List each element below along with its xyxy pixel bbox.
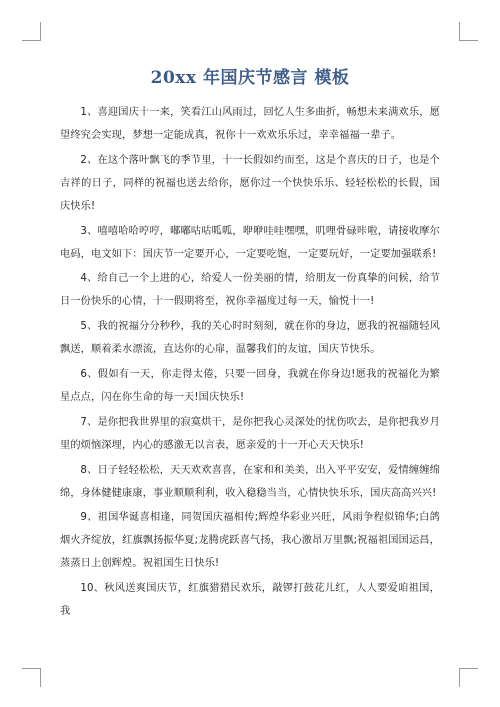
crop-mark-bottom-left [22, 668, 41, 687]
document-body [60, 101, 440, 625]
paragraph-4: 4、给自己一个上进的心，给爱人一份美丽的情，给朋友一份真挚的问候，给节日一份快乐的心情，十一假期将至，祝你幸福度过每一天，愉悦十一! [60, 273, 440, 308]
paragraph-1: 1、喜迎国庆十一来，笑看江山风雨过，回忆人生多曲折，畅想未来满欢乐，愿望终究会实现，梦想一定能成真，祝你十一欢欢乐乐过，幸幸福福一辈子。 [60, 107, 440, 141]
crop-mark-top-right [459, 22, 478, 41]
crop-mark-top-left [22, 22, 41, 41]
paragraph-7: 7、是你把我世界里的寂寞烘干，是你把我心灵深处的忧伤吹去，是你把我岁月里的烦恼深埋，内心的感激无以言表，愿亲爱的十一开心天天快乐! [60, 416, 440, 451]
document-title: 20xx 年国庆节感言 模板 [150, 68, 350, 88]
crop-mark-bottom-right [459, 668, 478, 687]
paragraph-10: 10、秋风送爽国庆节，红旗猎猎民欢乐，敲锣打鼓花儿红，人人要爱咱祖国，我 [60, 583, 440, 618]
paragraph-5: 5、我的祝福分分秒秒，我的关心时时刻刻，就在你的身边，愿我的祝福随轻风飘送，顺着柔水漂流，直达你的心扉，温馨我们的友谊，国庆节快乐。 [60, 321, 440, 356]
paragraph-6: 6、假如有一天，你走得太倦，只要一回身，我就在你身边!愿我的祝福化为繁星点点，闪在你生命的每一天!国庆快乐! [60, 368, 440, 403]
paragraph-9: 9、祖国华诞喜相逢，同贺国庆福相传;辉煌华彩业兴旺，风雨争程似锦华;白鸽烟火齐绽放，红旗飘扬振华夏;龙腾虎跃喜气扬，我心激昂万里飘;祝福祖国国运昌，蒸蒸日上创辉煌。祝祖国生日快乐! [60, 512, 440, 570]
paragraph-2: 2、在这个落叶飘飞的季节里，十一长假如约而至，这是个喜庆的日子，也是个吉祥的日子，同样的祝福也送去给你，愿你过一个快快乐乐、轻轻松松的长假，国庆快乐! [60, 154, 440, 212]
paragraph-8: 8、日子轻轻松松，天天欢欢喜喜，在家和和美美，出入平平安安，爱情缠缠绵绵，身体健健康康，事业顺顺利利，收入稳稳当当，心情快快乐乐，国庆高高兴兴! [60, 464, 440, 499]
paragraph-3: 3、嘻嘻哈哈哼哼，嘟嘟咕咕呱呱，咿咿哇哇嘿嘿，叽哩骨碌咔啦，请接收摩尔电码，电文如下：国庆节一定要开心，一定要吃饱，一定要玩好，一定要加强联系! [60, 225, 440, 260]
